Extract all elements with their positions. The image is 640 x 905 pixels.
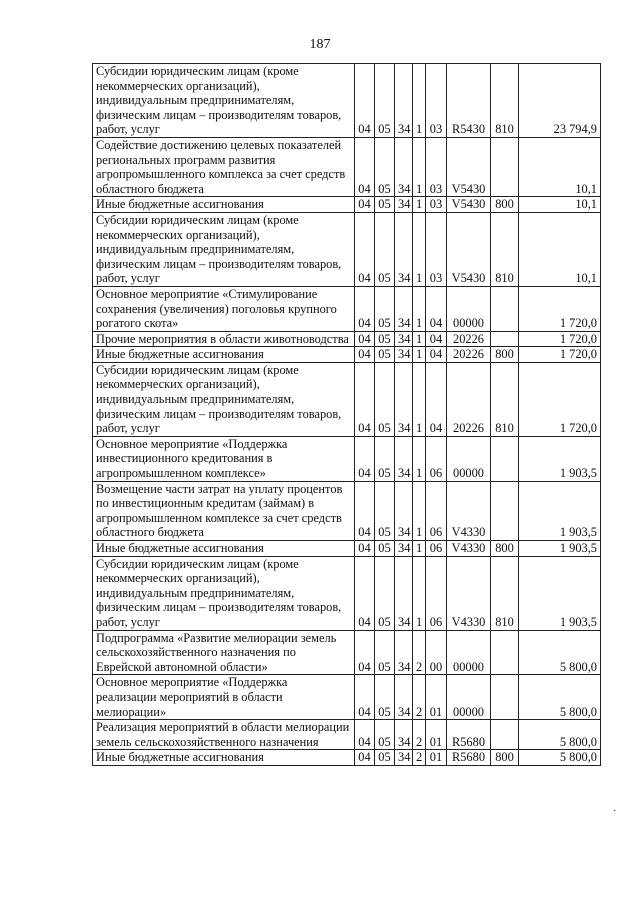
row-name: Субсидии юридическим лицам (кроме некоммерческих организаций), индивидуальным предпринимателям, физическим лицам – производителям товаров, работ, услуг — [93, 362, 355, 436]
row-amount: 1 903,5 — [519, 541, 601, 557]
row-code-direction: R5680 — [447, 720, 491, 750]
row-code-event: 01 — [426, 720, 447, 750]
row-pr: 05 — [375, 197, 395, 213]
row-amount: 1 720,0 — [519, 362, 601, 436]
row-code-direction: 20226 — [447, 362, 491, 436]
row-pr: 05 — [375, 137, 395, 196]
row-code-direction: 20226 — [447, 347, 491, 363]
table-row — [93, 750, 601, 766]
table-row — [93, 362, 601, 436]
row-pr: 05 — [375, 331, 395, 347]
row-rz: 04 — [355, 750, 375, 766]
row-code-program: 34 — [395, 630, 413, 675]
row-rz: 04 — [355, 64, 375, 138]
budget-table — [92, 63, 601, 766]
row-code-program: 34 — [395, 212, 413, 286]
table-row — [93, 481, 601, 540]
row-code-event: 04 — [426, 362, 447, 436]
row-name: Иные бюджетные ассигнования — [93, 750, 355, 766]
row-code-event: 03 — [426, 212, 447, 286]
row-amount: 5 800,0 — [519, 720, 601, 750]
row-code-subprogram: 1 — [413, 197, 426, 213]
row-code-event: 00 — [426, 630, 447, 675]
row-amount: 1 720,0 — [519, 347, 601, 363]
row-pr: 05 — [375, 720, 395, 750]
row-code-event: 04 — [426, 286, 447, 331]
row-rz: 04 — [355, 541, 375, 557]
row-pr: 05 — [375, 436, 395, 481]
row-code-subprogram: 2 — [413, 630, 426, 675]
row-amount: 1 903,5 — [519, 556, 601, 630]
table-row — [93, 212, 601, 286]
row-rz: 04 — [355, 331, 375, 347]
row-vr — [491, 286, 519, 331]
table-row — [93, 436, 601, 481]
row-pr: 05 — [375, 630, 395, 675]
row-code-program: 34 — [395, 436, 413, 481]
row-code-direction: 00000 — [447, 436, 491, 481]
row-code-event: 06 — [426, 436, 447, 481]
row-vr: 800 — [491, 197, 519, 213]
row-code-program: 34 — [395, 286, 413, 331]
row-vr: 800 — [491, 541, 519, 557]
row-code-direction: R5680 — [447, 750, 491, 766]
row-pr: 05 — [375, 541, 395, 557]
row-code-subprogram: 1 — [413, 286, 426, 331]
table-row — [93, 137, 601, 196]
row-amount: 5 800,0 — [519, 675, 601, 720]
row-code-program: 34 — [395, 197, 413, 213]
row-vr: 810 — [491, 64, 519, 138]
row-amount: 23 794,9 — [519, 64, 601, 138]
row-rz: 04 — [355, 630, 375, 675]
row-code-subprogram: 1 — [413, 481, 426, 540]
table-row — [93, 675, 601, 720]
row-code-direction: V5430 — [447, 137, 491, 196]
row-code-subprogram: 1 — [413, 556, 426, 630]
row-code-subprogram: 1 — [413, 137, 426, 196]
row-amount: 5 800,0 — [519, 630, 601, 675]
margin-dot: . — [613, 803, 616, 814]
row-code-program: 34 — [395, 481, 413, 540]
row-code-event: 06 — [426, 556, 447, 630]
row-code-program: 34 — [395, 750, 413, 766]
table-row — [93, 720, 601, 750]
row-rz: 04 — [355, 137, 375, 196]
row-code-event: 04 — [426, 331, 447, 347]
row-vr — [491, 137, 519, 196]
row-name: Субсидии юридическим лицам (кроме некоммерческих организаций), индивидуальным предпринимателям, физическим лицам – производителям товаров, работ, услуг — [93, 212, 355, 286]
row-code-program: 34 — [395, 137, 413, 196]
row-rz: 04 — [355, 720, 375, 750]
row-code-direction: V4330 — [447, 556, 491, 630]
row-rz: 04 — [355, 362, 375, 436]
row-name: Основное мероприятие «Стимулирование сохранения (увеличения) поголовья крупного рогатого скота» — [93, 286, 355, 331]
table-row — [93, 541, 601, 557]
row-amount: 1 903,5 — [519, 481, 601, 540]
row-name: Субсидии юридическим лицам (кроме некоммерческих организаций), индивидуальным предпринимателям, физическим лицам – производителям товаров, работ, услуг — [93, 556, 355, 630]
row-pr: 05 — [375, 212, 395, 286]
row-rz: 04 — [355, 197, 375, 213]
row-code-event: 03 — [426, 137, 447, 196]
row-code-subprogram: 1 — [413, 64, 426, 138]
row-name: Прочие мероприятия в области животноводства — [93, 331, 355, 347]
row-amount: 1 903,5 — [519, 436, 601, 481]
row-code-program: 34 — [395, 362, 413, 436]
row-vr — [491, 675, 519, 720]
row-pr: 05 — [375, 481, 395, 540]
table-row — [93, 197, 601, 213]
row-code-program: 34 — [395, 347, 413, 363]
row-vr: 800 — [491, 347, 519, 363]
row-code-event: 01 — [426, 675, 447, 720]
row-code-program: 34 — [395, 331, 413, 347]
row-code-program: 34 — [395, 541, 413, 557]
row-pr: 05 — [375, 286, 395, 331]
row-code-event: 06 — [426, 541, 447, 557]
row-code-subprogram: 2 — [413, 750, 426, 766]
row-name: Подпрограмма «Развитие мелиорации земель сельскохозяйственного назначения по Еврейской автономной области» — [93, 630, 355, 675]
table-row — [93, 286, 601, 331]
row-code-direction: 20226 — [447, 331, 491, 347]
row-code-program: 34 — [395, 675, 413, 720]
table-row — [93, 630, 601, 675]
row-rz: 04 — [355, 675, 375, 720]
row-code-program: 34 — [395, 556, 413, 630]
table-row — [93, 556, 601, 630]
row-rz: 04 — [355, 286, 375, 331]
row-code-subprogram: 1 — [413, 331, 426, 347]
row-code-event: 03 — [426, 197, 447, 213]
row-code-subprogram: 1 — [413, 362, 426, 436]
row-code-direction: R5430 — [447, 64, 491, 138]
row-amount: 1 720,0 — [519, 286, 601, 331]
row-vr: 810 — [491, 212, 519, 286]
row-rz: 04 — [355, 347, 375, 363]
row-code-direction: V5430 — [447, 212, 491, 286]
row-vr — [491, 720, 519, 750]
row-code-subprogram: 2 — [413, 720, 426, 750]
row-name: Иные бюджетные ассигнования — [93, 197, 355, 213]
row-vr — [491, 436, 519, 481]
row-code-direction: 00000 — [447, 630, 491, 675]
row-vr: 810 — [491, 556, 519, 630]
row-code-program: 34 — [395, 64, 413, 138]
row-rz: 04 — [355, 481, 375, 540]
row-amount: 1 720,0 — [519, 331, 601, 347]
row-amount: 10,1 — [519, 197, 601, 213]
row-vr: 800 — [491, 750, 519, 766]
row-pr: 05 — [375, 675, 395, 720]
row-name: Иные бюджетные ассигнования — [93, 541, 355, 557]
row-amount: 5 800,0 — [519, 750, 601, 766]
row-pr: 05 — [375, 347, 395, 363]
row-code-direction: V4330 — [447, 541, 491, 557]
row-code-subprogram: 1 — [413, 541, 426, 557]
row-pr: 05 — [375, 750, 395, 766]
page-number: 187 — [309, 37, 331, 52]
row-code-direction: 00000 — [447, 286, 491, 331]
row-name: Возмещение части затрат на уплату процентов по инвестиционным кредитам (займам) в агропромышленном комплексе за счет средств областного бюджета — [93, 481, 355, 540]
row-name: Содействие достижению целевых показателей региональных программ развития агропромышленного комплекса за счет средств областного бюджета — [93, 137, 355, 196]
row-name: Иные бюджетные ассигнования — [93, 347, 355, 363]
row-code-event: 01 — [426, 750, 447, 766]
row-code-subprogram: 1 — [413, 436, 426, 481]
row-rz: 04 — [355, 556, 375, 630]
table-row — [93, 347, 601, 363]
row-pr: 05 — [375, 556, 395, 630]
budget-table-body — [93, 64, 601, 766]
row-code-direction: V4330 — [447, 481, 491, 540]
row-code-direction: 00000 — [447, 675, 491, 720]
row-name: Реализация мероприятий в области мелиорации земель сельскохозяйственного назначения — [93, 720, 355, 750]
row-code-event: 03 — [426, 64, 447, 138]
row-rz: 04 — [355, 212, 375, 286]
row-name: Основное мероприятие «Поддержка инвестиционного кредитования в агропромышленном комплексе» — [93, 436, 355, 481]
row-code-subprogram: 1 — [413, 212, 426, 286]
row-code-program: 34 — [395, 720, 413, 750]
row-code-event: 06 — [426, 481, 447, 540]
table-row — [93, 64, 601, 138]
table-row — [93, 331, 601, 347]
row-code-event: 04 — [426, 347, 447, 363]
row-code-subprogram: 1 — [413, 347, 426, 363]
row-name: Основное мероприятие «Поддержка реализации мероприятий в области мелиорации» — [93, 675, 355, 720]
row-amount: 10,1 — [519, 137, 601, 196]
row-vr — [491, 331, 519, 347]
row-pr: 05 — [375, 362, 395, 436]
row-amount: 10,1 — [519, 212, 601, 286]
row-vr — [491, 481, 519, 540]
row-code-direction: V5430 — [447, 197, 491, 213]
row-name: Субсидии юридическим лицам (кроме некоммерческих организаций), индивидуальным предпринимателям, физическим лицам – производителям товаров, работ, услуг — [93, 64, 355, 138]
row-rz: 04 — [355, 436, 375, 481]
row-vr: 810 — [491, 362, 519, 436]
row-pr: 05 — [375, 64, 395, 138]
row-code-subprogram: 2 — [413, 675, 426, 720]
row-vr — [491, 630, 519, 675]
